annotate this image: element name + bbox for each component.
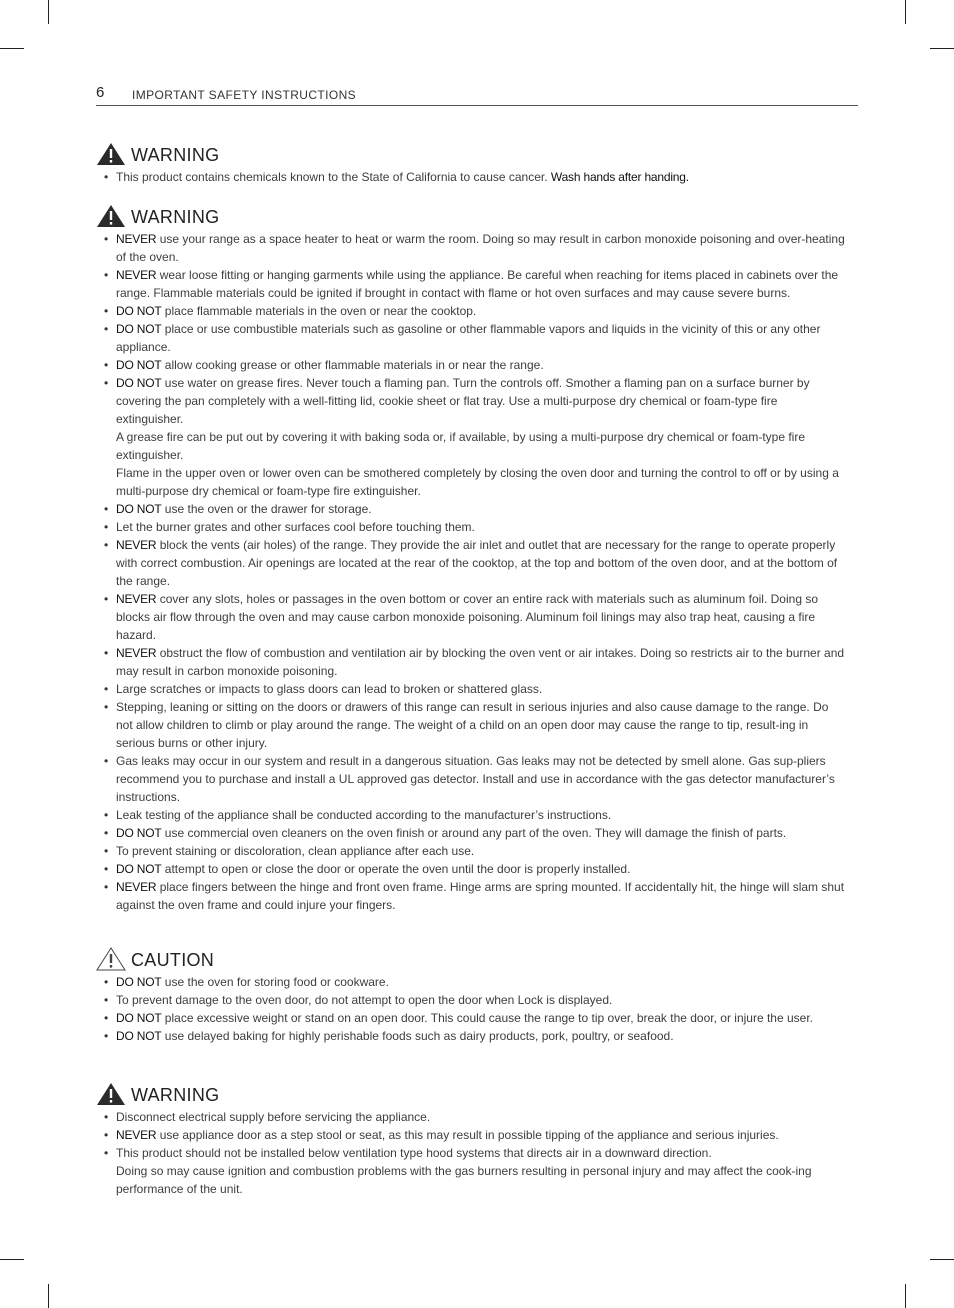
- section-title: WARNING: [131, 1085, 220, 1105]
- item-text: wear loose fitting or hanging garments while using the appliance. Be careful when reaching for items placed in cabinets over the range. Flammable materials could be ignited if brought in contact with flame or hot oven surfaces and may cause severe burns.: [116, 268, 839, 300]
- crop-mark: [930, 48, 954, 49]
- list-item: [96, 168, 848, 186]
- list-item: [96, 1144, 848, 1198]
- list-item: [96, 680, 848, 698]
- item-paragraph: A grease fire can be put out by covering it with baking soda or, if available, by using a multi-purpose dry chemical or foam-type fire extinguisher.: [116, 430, 806, 462]
- list-item: [96, 374, 848, 500]
- section-title: WARNING: [131, 207, 220, 227]
- crop-mark: [48, 1284, 49, 1308]
- item-paragraph: Doing so may cause ignition and combustion problems with the gas burners resulting in personal injury and may affect the cook-ing performance of the unit.: [116, 1164, 812, 1196]
- item-text: use the oven or the drawer for storage.: [161, 502, 372, 516]
- item-text: use water on grease fires. Never touch a flaming pan. Turn the controls off. Smother a flaming pan on a surface burner by covering the pan completely with a well-fitting lid, cookie sheet or flat tray. Use a multi-purpose dry chemical or foam-type fire extinguisher.: [116, 376, 810, 426]
- bullet-list: [96, 973, 848, 1045]
- item-text: place flammable materials in the oven or near the cooktop.: [161, 304, 477, 318]
- warning-section-1: [96, 142, 848, 186]
- bullet-list: [96, 168, 848, 186]
- section-heading: [96, 142, 848, 168]
- section-title: CAUTION: [131, 950, 215, 970]
- warning-triangle-icon: [96, 1082, 126, 1106]
- header-title: IMPORTANT SAFETY INSTRUCTIONS: [132, 88, 357, 102]
- crop-mark: [48, 0, 49, 24]
- bullet-list: [96, 1108, 848, 1198]
- item-text: Gas leaks may occur in our system and result in a dangerous situation. Gas leaks may not be detected by smell alone. Gas sup-pliers recommend you to purchase and install a UL approved gas detector. Install and use in accordance with the gas detector manufacturer’s instructions.: [116, 754, 835, 804]
- list-item: [96, 878, 848, 914]
- item-text: Stepping, leaning or sitting on the doors or drawers of this range can result in serious injuries and also cause damage to the range. Do not allow children to climb or play around the range. The weight of a child on an open door may cause the range to tip, result-ing in serious burns or other injury.: [116, 700, 829, 750]
- emphasis-lead: DO NOT: [116, 975, 162, 989]
- item-text: To prevent staining or discoloration, clean appliance after each use.: [116, 844, 475, 858]
- emphasis-lead: NEVER: [116, 232, 157, 246]
- list-item: [96, 320, 848, 356]
- emphasis-lead: DO NOT: [116, 1029, 162, 1043]
- warning-section-2: [96, 204, 848, 914]
- list-item: [96, 973, 848, 991]
- item-text: This product contains chemicals known to the State of California to cause cancer.: [116, 170, 551, 184]
- list-item: [96, 536, 848, 590]
- item-text: cover any slots, holes or passages in the oven bottom or cover an entire rack with materials such as aluminum foil. Doing so blocks air flow through the oven and may cause carbon monoxide poisoning. Aluminum foil linings may also trap heat, causing a fire hazard.: [116, 592, 819, 642]
- list-item: [96, 1027, 848, 1045]
- crop-mark: [0, 48, 24, 49]
- list-item: [96, 500, 848, 518]
- emphasis-lead: NEVER: [116, 646, 157, 660]
- item-text: place excessive weight or stand on an open door. This could cause the range to tip over, break the door, or injure the user.: [161, 1011, 813, 1025]
- item-text: use your range as a space heater to heat or warm the room. Doing so may result in carbon monoxide poisoning and over-heating of the oven.: [116, 232, 845, 264]
- item-text: use appliance door as a step stool or seat, as this may result in possible tipping of the appliance and serious injuries.: [156, 1128, 779, 1142]
- crop-mark: [930, 1259, 954, 1260]
- emphasis-lead: DO NOT: [116, 304, 162, 318]
- list-item: [96, 518, 848, 536]
- emphasis-lead: NEVER: [116, 268, 157, 282]
- section-heading: [96, 1082, 848, 1108]
- emphasis-lead: DO NOT: [116, 1011, 162, 1025]
- section-title: WARNING: [131, 145, 220, 165]
- item-text: attempt to open or close the door or operate the oven until the door is properly installed.: [161, 862, 631, 876]
- emphasis-lead: DO NOT: [116, 502, 162, 516]
- list-item: [96, 752, 848, 806]
- item-text: Leak testing of the appliance shall be conducted according to the manufacturer’s instructions.: [116, 808, 612, 822]
- item-paragraph: Flame in the upper oven or lower oven can be smothered completely by closing the oven door and turning the control to off or by using a multi-purpose dry chemical or foam-type fire extinguisher.: [116, 466, 839, 498]
- caution-section: [96, 947, 848, 1045]
- list-item: [96, 1009, 848, 1027]
- emphasis-lead: DO NOT: [116, 376, 162, 390]
- crop-mark: [905, 0, 906, 24]
- emphasis-lead: NEVER: [116, 592, 157, 606]
- item-text: allow cooking grease or other flammable materials in or near the range.: [161, 358, 544, 372]
- warning-triangle-icon: [96, 204, 126, 228]
- list-item: [96, 806, 848, 824]
- emphasis-lead: NEVER: [116, 880, 157, 894]
- list-item: [96, 698, 848, 752]
- warning-section-3: [96, 1082, 848, 1198]
- list-item: [96, 644, 848, 680]
- list-item: [96, 842, 848, 860]
- item-text: obstruct the flow of combustion and ventilation air by blocking the oven vent or air intakes. Doing so restricts air to the burner and may result in carbon monoxide poisoning.: [116, 646, 845, 678]
- item-text: place or use combustible materials such as gasoline or other flammable vapors and liquids in the vicinity of this or any other appliance.: [116, 322, 821, 354]
- item-text: use delayed baking for highly perishable foods such as dairy products, pork, poultry, or seafood.: [161, 1029, 674, 1043]
- warning-triangle-icon: [96, 142, 126, 166]
- emphasis-lead: DO NOT: [116, 862, 162, 876]
- caution-triangle-icon: [96, 947, 126, 971]
- list-item: [96, 824, 848, 842]
- section-heading: [96, 204, 848, 230]
- item-text: To prevent damage to the oven door, do not attempt to open the door when Lock is displayed.: [116, 993, 613, 1007]
- list-item: [96, 356, 848, 374]
- page-number: 6: [96, 84, 105, 101]
- list-item: [96, 1108, 848, 1126]
- list-item: [96, 230, 848, 266]
- list-item: [96, 1126, 848, 1144]
- item-text: Large scratches or impacts to glass doors can lead to broken or shattered glass.: [116, 682, 543, 696]
- crop-mark: [905, 1284, 906, 1308]
- list-item: [96, 590, 848, 644]
- item-text: use commercial oven cleaners on the oven finish or around any part of the oven. They will damage the finish of parts.: [161, 826, 787, 840]
- bullet-list: [96, 230, 848, 914]
- emphasis-lead: NEVER: [116, 538, 157, 552]
- list-item: [96, 860, 848, 878]
- list-item: [96, 266, 848, 302]
- emphasis-lead: DO NOT: [116, 358, 162, 372]
- emphasis-lead: NEVER: [116, 1128, 157, 1142]
- item-text: Let the burner grates and other surfaces cool before touching them.: [116, 520, 475, 534]
- emphasis-lead: DO NOT: [116, 322, 162, 336]
- emphasis-lead: DO NOT: [116, 826, 162, 840]
- item-text: block the vents (air holes) of the range. They provide the air inlet and outlet that are necessary for the range to operate properly with correct combustion. Air openings are located at the rear of the cooktop, at the top and bottom of the oven door, and at the bottom of the range.: [116, 538, 838, 588]
- item-text: use the oven for storing food or cookware.: [161, 975, 389, 989]
- crop-mark: [0, 1259, 24, 1260]
- emphasis-tail: Wash hands after handing.: [550, 170, 689, 184]
- section-heading: [96, 947, 848, 973]
- page-header: [96, 84, 858, 106]
- list-item: [96, 302, 848, 320]
- item-text: Disconnect electrical supply before servicing the appliance.: [116, 1110, 431, 1124]
- list-item: [96, 991, 848, 1009]
- item-text: This product should not be installed below ventilation type hood systems that directs air in a downward direction.: [116, 1146, 712, 1160]
- item-text: place fingers between the hinge and front oven frame. Hinge arms are spring mounted. If accidentally hit, the hinge will slam shut against the oven frame and could injure your fingers.: [116, 880, 845, 912]
